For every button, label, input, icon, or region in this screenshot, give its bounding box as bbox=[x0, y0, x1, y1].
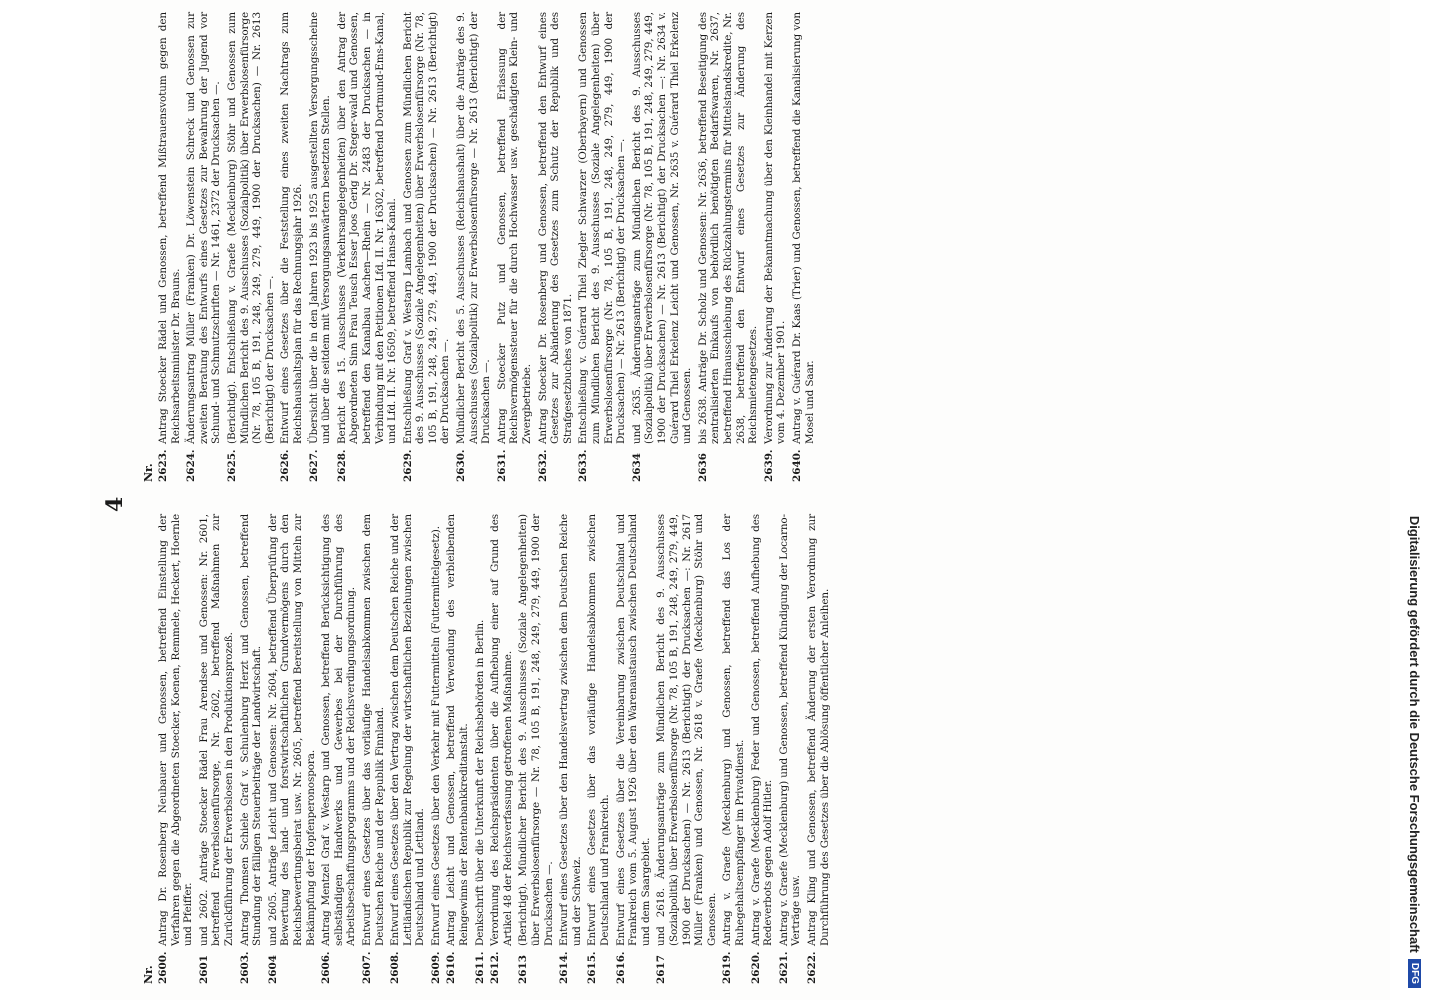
entry-row bbox=[763, 12, 788, 482]
entry-number: 2626. bbox=[279, 449, 292, 482]
entry-number: 2616. bbox=[614, 951, 627, 984]
entry-row bbox=[750, 514, 775, 984]
entry-number: 2603. bbox=[238, 951, 251, 984]
entry-text: Denkschrift über die Unterkunft der Reichsbehörden in Berlin. bbox=[473, 619, 486, 946]
entry-number: 2624. bbox=[185, 449, 198, 482]
entry-text: Antrag Stoecker Dr. Rosenberg und Genossen, betreffend den Entwurf eines Gesetzes zur Abänderung des Gesetzes zum Schutz der Republik und des Strafgesetzbuches von 1871. bbox=[536, 12, 574, 444]
entry-number: 2622. bbox=[805, 951, 818, 984]
entry-row bbox=[430, 514, 443, 984]
entry-text: Mündlicher Bericht des 5. Ausschusses (Reichshaushalt) über die Anträge des 9. Ausschusses (Sozialpolitik) zur Erwerbslosenfürsorge — Nr. 2613 (Berichtigt) der Drucksachen —. bbox=[455, 12, 493, 444]
entry-number: 2613 bbox=[517, 955, 530, 984]
entry-number: 2617 bbox=[655, 955, 668, 984]
entry-row bbox=[615, 514, 653, 984]
entry-text: Entwurf eines Gesetzes über den Vertrag zwischen dem Deutschen Reiche und der Lettländischen Republik zur Regelung der wirtschaftlichen Beziehungen zwischen Deutschland und Lettland. bbox=[389, 514, 427, 946]
left-column bbox=[142, 514, 834, 984]
entry-text: (Berichtigt). Mündlicher Bericht des 9. Ausschusses (Soziale Angelegenheiten) über Erwerbslosenfürsorge — Nr. 78, 105 B, 191, 248, 249, 279, 449, 1900 der Drucksachen —. bbox=[517, 514, 555, 946]
digitization-credit-strip bbox=[1396, 0, 1434, 1000]
entry-row bbox=[402, 12, 452, 482]
entry-number: 2604 bbox=[266, 955, 279, 984]
entry-row bbox=[537, 12, 575, 482]
entry-text: Entwurf eines Gesetzes über das vorläufige Handelsabkommen zwischen Deutschland und Frankreich. bbox=[586, 514, 611, 946]
entry-text: und 2618. Änderungsanträge zum Mündlichen Bericht des 9. Ausschusses (Sozialpolitik) über Erwerbslosenfürsorge (Nr. 78, 105 B, 191, 248, 249, 279, 449, 1900 der Drucksachen) — Nr. 2613 (Berichtigt) der Drucksachen —: Nr. 2617 Müller (Franken) und Genossen, Nr. 2618 v. Graefe (Mecklenburg) Stöhr und Genossen. bbox=[655, 514, 718, 946]
entry-row bbox=[577, 12, 627, 482]
entry-text: Antrag v. Graefe (Mecklenburg) Feder und Genossen, betreffend Aufhebung des Redeverbots gegen Adolf Hitler. bbox=[749, 514, 775, 946]
entry-list bbox=[157, 514, 831, 984]
entry-number: 2633. bbox=[577, 449, 590, 482]
entry-text: Entwurf eines Gesetzes über den Handelsvertrag zwischen dem Deutschen Reiche und der Schweiz. bbox=[558, 514, 583, 946]
entry-number: 2632. bbox=[536, 449, 549, 482]
entry-text: Änderungsantrag Müller (Franken) Dr. Löwenstein Schreck und Genossen zur zweiten Beratung des Entwurfs eines Gesetzes zur Bewahrung der Jugend vor Schund- und Schmutzschriften — Nr. 1461, 2372 der Drucksachen —. bbox=[185, 12, 223, 444]
right-column bbox=[142, 12, 819, 482]
credit-text: Digitalisierung gefördert durch die Deutsche Forschungsgemeinschaft bbox=[1407, 515, 1423, 953]
entry-number: 2629. bbox=[401, 449, 414, 482]
entry-text: Entschließung Graf v. Westarp Lambach und Genossen zum Mündlichen Bericht des 9. Ausschusses (Soziale Angelegenheiten) über Erwerbslosenfürsorge (Nr. 78, 105 B, 191, 248, 249, 279, 449, 1900 der Drucksachen) — Nr. 2613 (Berichtigt) der Drucksachen —. bbox=[401, 12, 452, 444]
entry-row bbox=[279, 12, 304, 482]
entry-row bbox=[496, 12, 534, 482]
entry-row bbox=[389, 514, 427, 984]
entry-text: Antrag Mentzel Graf v. Westarp und Genossen, betreffend Berücksichtigung des selbständigen Handwerks und Gewerbes bei der Durchführung des Arbeitsbeschaffungsprogramms und der Reichsverdingungsordnung. bbox=[320, 514, 358, 946]
entry-row bbox=[320, 514, 358, 984]
entry-number: 2612. bbox=[489, 951, 502, 984]
entry-number: 2636 bbox=[696, 453, 709, 482]
entry-number: 2630. bbox=[455, 449, 468, 482]
entry-text: Antrag Leicht und Genossen, betreffend Verwendung des verbleibenden Reingewinns der Rentenbankkreditanstalt. bbox=[445, 514, 471, 946]
entry-text: Antrag Kling und Genossen, betreffend Änderung der ersten Verordnung zur Durchführung des Gesetzes über die Ablösung öffentlicher Anleihen. bbox=[805, 514, 831, 946]
entry-row bbox=[806, 514, 831, 984]
entry-text: bis 2638. Anträge Dr. Scholz und Genossen: Nr. 2636, betreffend Beseitigung des zentralisierten Einkaufs von behördlich benötigten Bedarfswaren, Nr. 2637, betreffend Hinausschiebung des Rückzahlungstermins für Mittelstandskredite, Nr. 2638, betreffend den Entwurf eines Gesetzes zur Änderung des Reichsmietengesetzes. bbox=[696, 12, 760, 444]
entry-number: 2620. bbox=[749, 951, 762, 984]
entry-text: Antrag v. Graefe (Mecklenburg) und Genossen, betreffend das Los der Ruhegehaltsempfänger im Privatdienst. bbox=[721, 514, 746, 946]
entry-number: 2619. bbox=[721, 951, 734, 984]
entry-row bbox=[336, 12, 399, 482]
entry-text: und 2635. Änderungsanträge zum Mündlichen Bericht des 9. Ausschusses (Sozialpolitik) über Erwerbslosenfürsorge (Nr. 78, 105 B, 191, 248, 249, 279, 449, 1900 der Drucksachen) — Nr. 2613 (Berichtigt) der Drucksachen —: Nr. 2634 v. Guérard Thiel Erkelenz Leicht und Genossen, Nr. 2635 v. Guérard Thiel Erkelenz und Genossen. bbox=[630, 12, 694, 444]
entry-row bbox=[455, 12, 493, 482]
entry-number: 2600. bbox=[157, 951, 169, 984]
entry-number: 2609. bbox=[429, 951, 442, 984]
entry-number: 2608. bbox=[389, 951, 402, 984]
entry-text: Entwurf eines Gesetzes über die Feststellung eines zweiten Nachtrags zum Reichshaushaltsplan für das Rechnungsjahr 1926. bbox=[279, 12, 304, 444]
entry-number: 2631. bbox=[495, 449, 508, 482]
entry-number: 2610. bbox=[445, 951, 458, 984]
entry-row bbox=[157, 12, 182, 482]
entry-row bbox=[791, 12, 816, 482]
entry-row bbox=[697, 12, 760, 482]
entry-number: 2611. bbox=[473, 951, 486, 984]
dfg-logo: DFG bbox=[1409, 959, 1422, 988]
page-number: 4 bbox=[102, 496, 128, 512]
entry-text: Antrag Thomsen Schiele Graf v. Schulenburg Herzt und Genossen, betreffend Stundung der fälligen Steuerbeiträge der Landwirtschaft. bbox=[238, 514, 264, 946]
entry-row bbox=[445, 514, 470, 984]
entry-row bbox=[655, 514, 718, 984]
entry-row bbox=[586, 514, 611, 984]
entry-row bbox=[517, 514, 555, 984]
entry-text: (Berichtigt). Entschließung v. Graefe (Mecklenburg) Stöhr und Genossen zum Mündlichen Bericht des 9. Ausschusses (Sozialpolitik) über Erwerbslosenfürsorge (Nr. 78, 105 B, 191, 248, 249, 279, 449, 1900 der Drucksachen) — Nr. 2613 (Berichtigt) der Drucksachen —. bbox=[225, 12, 276, 444]
entry-text: Antrag Dr. Rosenberg Neubauer und Genossen, betreffend Einstellung der Verfahren gegen die Abgeordneten Stoecker, Koenen, Remmele, Heckert, Hoernle und Pfeiffer. bbox=[157, 514, 195, 946]
entry-text: Entwurf eines Gesetzes über die Vereinbarung zwischen Deutschland und Frankreich vom 5. August 1926 über den Warenaustausch zwischen Deutschland und dem Saargebiet. bbox=[614, 514, 652, 946]
entry-number: 2634 bbox=[630, 453, 643, 482]
entry-row bbox=[361, 514, 386, 984]
entry-number: 2607. bbox=[360, 951, 373, 984]
scanned-page bbox=[90, 0, 1390, 1000]
entry-number: 2623. bbox=[157, 449, 169, 482]
entry-text: Verordnung zur Änderung der Bekanntmachung über den Kleinhandel mit Kerzen vom 4. Dezember 1901. bbox=[762, 12, 788, 444]
entry-number: 2621. bbox=[777, 951, 790, 984]
digitization-credit bbox=[1396, 0, 1434, 1000]
entry-number: 2628. bbox=[335, 449, 348, 482]
entry-number: 2614. bbox=[558, 951, 571, 984]
entry-row bbox=[721, 514, 746, 984]
entry-text: Entwurf eines Gesetzes über den Verkehr mit Futtermitteln (Futtermittelgesetz). bbox=[429, 526, 442, 946]
entry-number: 2639. bbox=[762, 449, 775, 482]
entry-number: 2606. bbox=[320, 951, 333, 984]
entry-number: 2640. bbox=[790, 449, 803, 482]
entry-row bbox=[226, 12, 276, 482]
entry-row bbox=[239, 514, 264, 984]
entry-text: Entwurf eines Gesetzes über das vorläufige Handelsabkommen zwischen dem Deutschen Reiche und der Republik Finnland. bbox=[360, 514, 386, 946]
entry-row bbox=[157, 514, 195, 984]
entry-number: 2601 bbox=[197, 955, 210, 984]
entry-row bbox=[489, 514, 514, 984]
entry-number: 2625. bbox=[225, 449, 238, 482]
entry-number: 2627. bbox=[307, 449, 320, 482]
entry-row bbox=[474, 514, 487, 984]
entry-text: Antrag Stoecker Putz und Genossen, betreffend Erlassung der Reichsvermögenssteuer für die durch Hochwasser usw. geschädigten Klein- und Zwergbetriebe. bbox=[495, 12, 534, 444]
entry-text: Antrag Stoecker Rädel und Genossen, betreffend Mißtrauensvotum gegen den Reichsarbeitsminister Dr. Brauns. bbox=[157, 12, 182, 444]
entry-number: 2615. bbox=[586, 951, 599, 984]
entry-text: Verordnung des Reichspräsidenten über die Aufhebung einer auf Grund des Artikel 48 der Reichsverfassung getroffenen Maßnahme. bbox=[489, 514, 514, 946]
entry-row bbox=[267, 514, 317, 984]
entry-row bbox=[185, 12, 223, 482]
column-header: Nr. bbox=[142, 463, 155, 482]
entry-row bbox=[631, 12, 694, 482]
entry-text: Bericht des 15. Ausschusses (Verkehrsangelegenheiten) über den Antrag der Abgeordneten Sinn Frau Teusch Esser Joos Gerig Dr. Steger-wald und Genossen, betreffend den Kanalbau Aachen—Rhein — Nr. 2483 der Drucksachen — in Verbindung mit den Petitionen Lfd. II. Nr. 16302, betreffend Dortmund-Ems-Kanal, und Lfd. II. Nr. 16509, betreffend Hansa-Kanal. bbox=[335, 12, 399, 444]
entry-list bbox=[157, 12, 816, 482]
entry-row bbox=[558, 514, 583, 984]
column-header: Nr. bbox=[142, 965, 155, 984]
entry-row bbox=[308, 12, 333, 482]
entry-text: Antrag v. Guérard Dr. Kaas (Trier) und Genossen, betreffend die Kanalisierung von Mosel und Saar. bbox=[790, 12, 816, 444]
entry-row bbox=[198, 514, 236, 984]
entry-row bbox=[778, 514, 803, 984]
entry-text: und 2605. Anträge Leicht und Genossen: Nr. 2604, betreffend Überprüfung der Bewertung des land- und forstwirtschaftlichen Grundvermögens durch den Reichsbewertungsbeirat usw. Nr. 2605, betreffend Bereitstellung von Mitteln zur Bekämpfung der Hopfenperonospora. bbox=[266, 514, 317, 946]
entry-text: und 2602. Anträge Stoecker Rädel Frau Arendsee und Genossen: Nr. 2601, betreffend Erwerbslosenfürsorge, Nr. 2602, betreffend Maßnahmen zur Zurückführung der Erwerbslosen in den Produktionsprozeß. bbox=[197, 514, 235, 946]
entry-text: Antrag v. Graefe (Mecklenburg) und Genossen, betreffend Kündigung der Locarno-Verträge usw. bbox=[777, 514, 803, 946]
entry-text: Übersicht über die in den Jahren 1923 bis 1925 ausgestellten Versorgungsscheine und über die seitdem mit Versorgungsanwärtern besetzten Stellen. bbox=[307, 12, 333, 444]
entry-text: Entschließung v. Guérard Thiel Ziegler Schwarzer (Oberbayern) und Genossen zum Mündlichen Bericht des 9. Ausschusses (Soziale Angelegenheiten) über Erwerbslosenfürsorge (Nr. 78, 105 B, 191, 248, 249, 279, 449, 1900 der Drucksachen) — Nr. 2613 (Berichtigt) der Drucksachen —. bbox=[577, 12, 628, 444]
